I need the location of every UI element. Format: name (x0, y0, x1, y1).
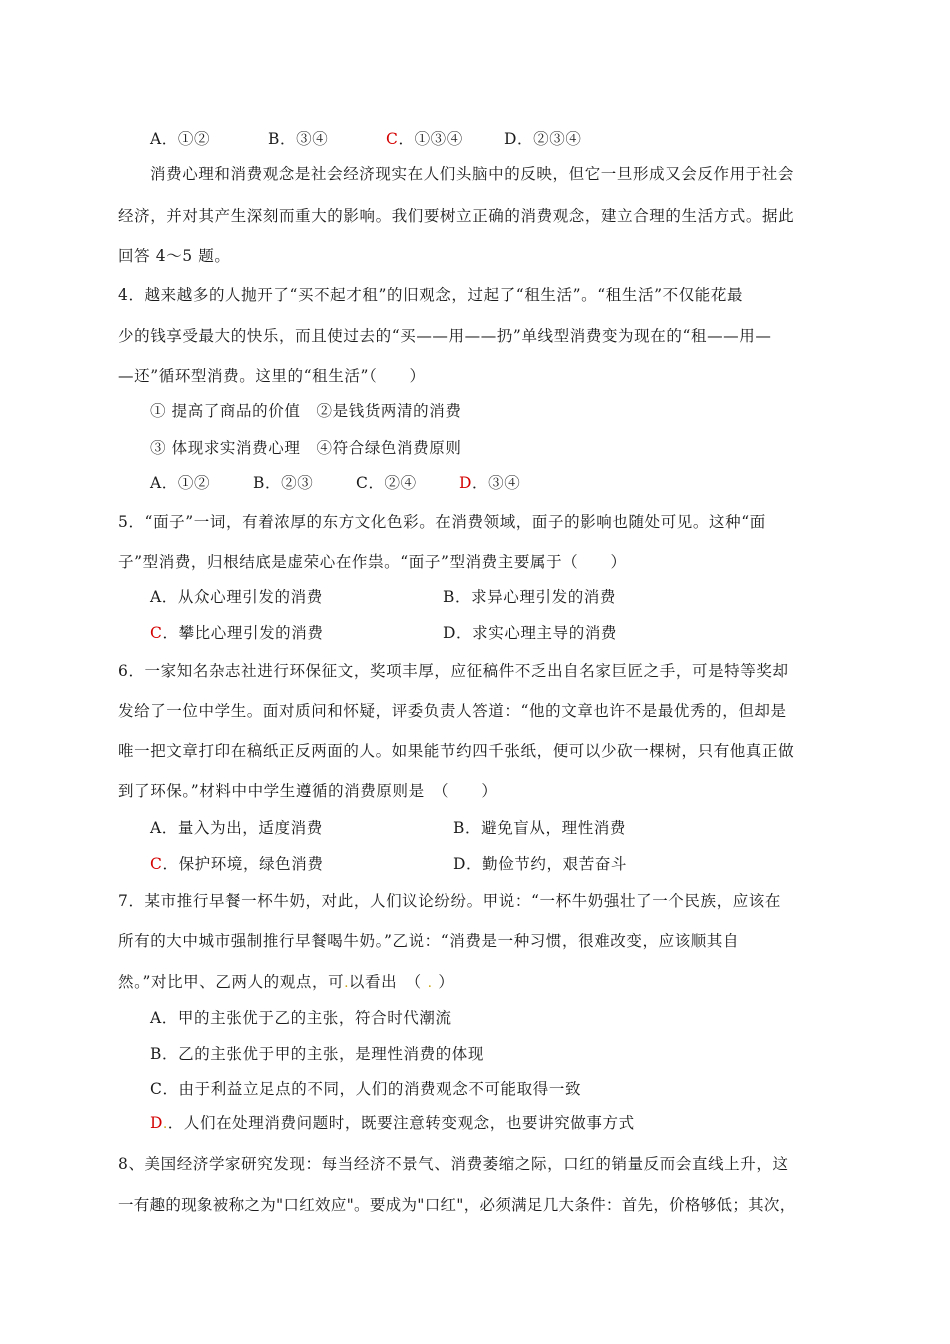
q6-stem-line-4: 到了环保。”材料中中学生遵循的消费原则是 （ ） (118, 782, 498, 800)
q5-stem-line-1: 5．“面子”一词，有着浓厚的东方文化色彩。在消费领域，面子的影响也随处可见。这种“面 (118, 513, 766, 531)
q5-stem-line-2: 子”型消费，归根结底是虚荣心在作祟。“面子”型消费主要属于（ ） (118, 553, 627, 571)
q4-option-d: D．③④ (459, 474, 521, 492)
q6-answer-letter: C (150, 855, 163, 873)
intro-line-3: 回答 4～5 题。 (118, 247, 231, 265)
stray-mark: . (163, 1117, 168, 1132)
stray-mark: . (344, 976, 349, 991)
q6-option-c: C．保护环境，绿色消费 (150, 855, 324, 873)
q6-stem-line-1: 6．一家知名杂志社进行环保征文，奖项丰厚，应征稿件不乏出自名家巨匠之手，可是特等奖却 (118, 662, 789, 680)
q4-option-c: C．②④ (356, 474, 417, 492)
q4-option-b: B．②③ (253, 474, 314, 492)
q4-stem-line-2: 少的钱享受最大的快乐，而且使过去的“买——用——扔”单线型消费变为现在的“租——用— (118, 327, 772, 345)
q7-option-c: C．由于利益立足点的不同，人们的消费观念不可能取得一致 (150, 1080, 582, 1098)
q3-option-a: A．①② (150, 130, 211, 148)
q5-option-b: B．求异心理引发的消费 (443, 588, 616, 606)
q5-option-a: A．从众心理引发的消费 (150, 588, 323, 606)
q6-stem-line-3: 唯一把文章打印在稿纸正反两面的人。如果能节约四千张纸，便可以少砍一棵树，只有他真正做 (118, 742, 795, 760)
q6-options-row-2 (150, 853, 862, 875)
q4-option-a: A．①② (150, 474, 211, 492)
q4-stem-line-1: 4．越来越多的人抛开了“买不起才租”的旧观念，过起了“租生活”。“租生活”不仅能花最 (118, 286, 744, 304)
q8-stem-line-1: 8、美国经济学家研究发现：每当经济不景气、消费萎缩之际，口红的销量反而会直线上升，这 (118, 1155, 789, 1173)
q6-option-b: B．避免盲从，理性消费 (453, 819, 626, 837)
q6-option-d: D．勤俭节约，艰苦奋斗 (453, 855, 628, 873)
q6-stem-line-2: 发给了一位中学生。面对质问和怀疑，评委负责人答道：“他的文章也许不是最优秀的，但却是 (118, 702, 787, 720)
q3-option-b: B．③④ (268, 130, 329, 148)
q7-answer-letter: D (150, 1114, 164, 1132)
intro-line-1: 消费心理和消费观念是社会经济现实在人们头脑中的反映，但它一旦形成又会反作用于社会 (150, 165, 795, 183)
q3-option-d: D．②③④ (504, 130, 582, 148)
q3-answer-letter: C (386, 130, 399, 148)
q7-stem-line-1: 7．某市推行早餐一杯牛奶，对此，人们议论纷纷。甲说：“一杯牛奶强壮了一个民族，应该在 (118, 892, 781, 910)
q4-statement-1: ① 提高了商品的价值 ②是钱货两清的消费 (150, 402, 462, 420)
stray-mark: . (427, 976, 433, 991)
q5-options-row-2 (150, 622, 862, 644)
q3-option-c: C．①③④ (386, 130, 463, 148)
q3-options-row (150, 128, 862, 150)
q7-stem-line-3: 然。”对比甲、乙两人的观点，可.以看出 （ . ） (118, 973, 455, 991)
q4-stem-line-3: —还”循环型消费。这里的“租生活”（ ） (118, 367, 426, 385)
q7-stem-line-2: 所有的大中城市强制推行早餐喝牛奶。”乙说：“消费是一种习惯，很难改变，应该顺其自 (118, 932, 740, 950)
q5-answer-letter: C (150, 624, 163, 642)
q5-option-d: D．求实心理主导的消费 (443, 624, 618, 642)
q7-option-d: D.．人们在处理消费问题时，既要注意转变观念，也要讲究做事方式 (150, 1114, 635, 1132)
q4-statement-2: ③ 体现求实消费心理 ④符合绿色消费原则 (150, 439, 462, 457)
q4-options-row (150, 472, 862, 494)
q7-option-b: B．乙的主张优于甲的主张，是理性消费的体现 (150, 1045, 484, 1063)
q7-option-a: A．甲的主张优于乙的主张，符合时代潮流 (150, 1009, 452, 1027)
q5-options-row-1 (150, 586, 862, 608)
intro-line-2: 经济，并对其产生深刻而重大的影响。我们要树立正确的消费观念，建立合理的生活方式。据此 (118, 207, 795, 225)
q6-option-a: A．量入为出，适度消费 (150, 819, 323, 837)
q4-answer-letter: D (459, 474, 473, 492)
q6-options-row-1 (150, 817, 862, 839)
q5-option-c: C．攀比心理引发的消费 (150, 624, 324, 642)
q8-stem-line-2: 一有趣的现象被称之为"口红效应"。要成为"口红"，必须满足几大条件：首先，价格够低；其次， (118, 1196, 796, 1214)
